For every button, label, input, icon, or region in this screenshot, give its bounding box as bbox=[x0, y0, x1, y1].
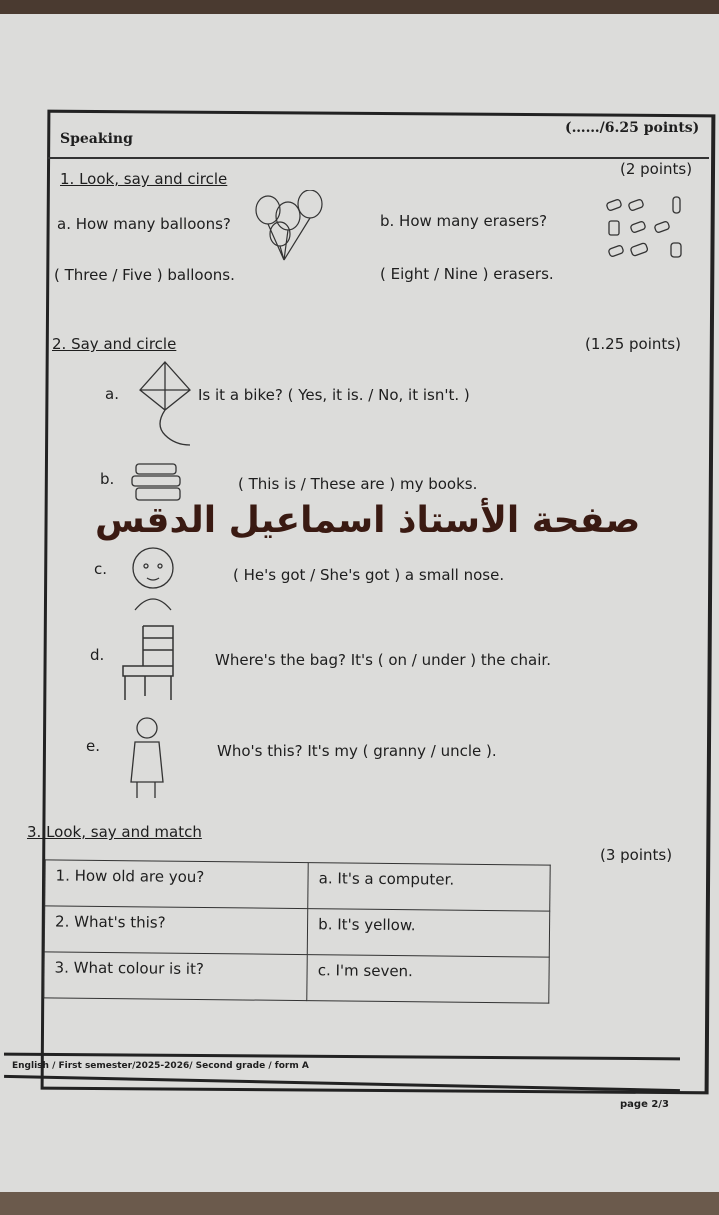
q2d-text[interactable]: Where's the bag? It's ( on / under ) the chair. bbox=[215, 651, 551, 669]
q1b-question: b. How many erasers? bbox=[380, 212, 548, 230]
chair-icon bbox=[115, 622, 180, 702]
total-score: (……/6.25 points) bbox=[565, 120, 700, 136]
erasers-icon bbox=[605, 195, 685, 263]
balloons-icon bbox=[248, 190, 328, 262]
match-question[interactable]: 3. What colour is it? bbox=[44, 952, 308, 1001]
q2a-letter: a. bbox=[105, 385, 119, 403]
q2d-letter: d. bbox=[90, 646, 105, 664]
granny-icon bbox=[125, 714, 170, 800]
q1b-answer[interactable]: ( Eight / Nine ) erasers. bbox=[380, 265, 554, 283]
q2-title: 2. Say and circle bbox=[52, 335, 177, 353]
boy-face-icon bbox=[125, 540, 185, 612]
page-number: page 2/3 bbox=[620, 1099, 669, 1110]
q2a-text[interactable]: Is it a bike? ( Yes, it is. / No, it isn't. ) bbox=[198, 386, 470, 404]
q3-points: (3 points) bbox=[600, 846, 673, 864]
q3-title: 3. Look, say and match bbox=[27, 823, 202, 841]
q2e-text[interactable]: Who's this? It's my ( granny / uncle ). bbox=[217, 742, 497, 760]
section-title: Speaking bbox=[60, 131, 133, 147]
background-edge-bottom bbox=[0, 1192, 719, 1215]
match-answer[interactable]: c. I'm seven. bbox=[307, 955, 549, 1004]
q2b-letter: b. bbox=[100, 470, 115, 488]
q2c-letter: c. bbox=[94, 560, 108, 578]
q1-points: (2 points) bbox=[620, 160, 693, 178]
match-table bbox=[43, 859, 550, 1003]
match-question[interactable]: 1. How old are you? bbox=[45, 860, 309, 909]
footer-info: English / First semester/2025-2026/ Second grade / form A bbox=[12, 1061, 309, 1071]
q1-title: 1. Look, say and circle bbox=[60, 170, 228, 188]
q1a-question: a. How many balloons? bbox=[57, 215, 231, 233]
q1a-answer[interactable]: ( Three / Five ) balloons. bbox=[54, 266, 235, 284]
q2-points: (1.25 points) bbox=[585, 335, 681, 353]
table-row bbox=[44, 952, 549, 1003]
watermark-text: صفحة الأستاذ اسماعيل الدقس bbox=[95, 500, 641, 541]
table-row bbox=[44, 906, 549, 957]
kite-icon bbox=[130, 360, 200, 450]
q2c-text[interactable]: ( He's got / She's got ) a small nose. bbox=[233, 566, 505, 584]
match-answer[interactable]: b. It's yellow. bbox=[307, 909, 549, 958]
q2b-text[interactable]: ( This is / These are ) my books. bbox=[238, 475, 478, 493]
match-question[interactable]: 2. What's this? bbox=[44, 906, 308, 955]
table-row bbox=[45, 860, 550, 911]
q2e-letter: e. bbox=[86, 737, 100, 755]
match-answer[interactable]: a. It's a computer. bbox=[308, 863, 550, 912]
header-divider bbox=[47, 157, 709, 159]
